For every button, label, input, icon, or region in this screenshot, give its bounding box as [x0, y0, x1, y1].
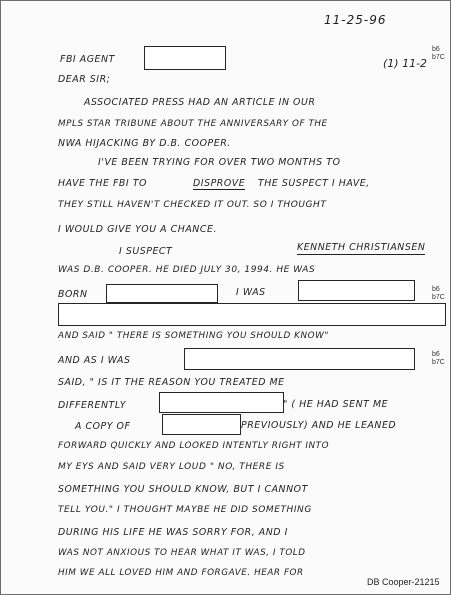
salutation-prefix: FBI AGENT [60, 54, 115, 65]
document-id: DB Cooper-21215 [367, 577, 440, 587]
letter-line: BORN [58, 289, 88, 300]
letter-line: NWA HIJACKING BY D.B. COOPER. [58, 138, 231, 149]
letter-line: I WAS [236, 287, 266, 298]
letter-line: I WOULD GIVE YOU A CHANCE. [58, 224, 217, 235]
letter-line: HAVE THE FBI TO [58, 178, 147, 189]
redaction-box-context [184, 348, 415, 370]
letter-line: FORWARD QUICKLY AND LOOKED INTENTLY RIGHT INTO [58, 441, 330, 451]
redaction-code-b6: b6 [432, 351, 440, 358]
redaction-box-document [162, 414, 241, 435]
underlined-word-disprove: DISPROVE [193, 178, 246, 189]
redaction-box-agent-name [144, 46, 226, 70]
letter-line: HIM WE ALL LOVED HIM AND FORGAVE. HEAR FOR [58, 568, 304, 578]
redaction-box-birth [106, 284, 218, 303]
stamp-marks: (1) 11-2 [383, 57, 428, 70]
redaction-code-b7c: b7C [432, 294, 445, 301]
letter-line: SOMETHING YOU SHOULD KNOW, BUT I CANNOT [58, 484, 308, 495]
letter-line: PREVIOUSLY) AND HE LEANED [241, 420, 397, 431]
letter-line: MY EYS AND SAID VERY LOUD " NO, THERE IS [58, 462, 285, 472]
letter-line: I SUSPECT [119, 246, 173, 257]
redaction-box-relation [298, 280, 415, 301]
redaction-box-full-line [58, 303, 446, 326]
letter-line: AND AS I WAS [58, 355, 131, 366]
redaction-code-b7c: b7C [432, 54, 445, 61]
letter-line: WAS D.B. COOPER. HE DIED JULY 30, 1994. HE WAS [58, 265, 316, 275]
letter-date: 11-25-96 [324, 13, 387, 27]
letter-line: A COPY OF [75, 421, 131, 432]
letter-line: AND SAID " THERE IS SOMETHING YOU SHOULD KNOW" [58, 331, 329, 341]
letter-line: THE SUSPECT I HAVE, [258, 178, 370, 189]
letter-greeting: DEAR SIR; [58, 74, 111, 85]
letter-line: " ( HE HAD SENT ME [283, 399, 389, 410]
redaction-code-b6: b6 [432, 286, 440, 293]
letter-line: TELL YOU." I THOUGHT MAYBE HE DID SOMETHING [58, 505, 312, 515]
redaction-code-b7c: b7C [432, 359, 445, 366]
redaction-code-b6: b6 [432, 46, 440, 53]
letter-line: MPLS STAR TRIBUNE ABOUT THE ANNIVERSARY OF THE [58, 119, 328, 129]
letter-line: ASSOCIATED PRESS HAD AN ARTICLE IN OUR [84, 97, 316, 108]
letter-line: I'VE BEEN TRYING FOR OVER TWO MONTHS TO [98, 157, 341, 168]
letter-line: DURING HIS LIFE HE WAS SORRY FOR, AND I [58, 527, 288, 538]
redaction-box-reason [159, 392, 284, 413]
letter-line: DIFFERENTLY [58, 400, 126, 411]
suspect-name: KENNETH CHRISTIANSEN [297, 243, 425, 255]
letter-line: THEY STILL HAVEN'T CHECKED IT OUT. SO I THOUGHT [58, 200, 327, 210]
letter-line: WAS NOT ANXIOUS TO HEAR WHAT IT WAS, I TOLD [58, 548, 306, 558]
letter-line: SAID, " IS IT THE REASON YOU TREATED ME [58, 377, 285, 388]
